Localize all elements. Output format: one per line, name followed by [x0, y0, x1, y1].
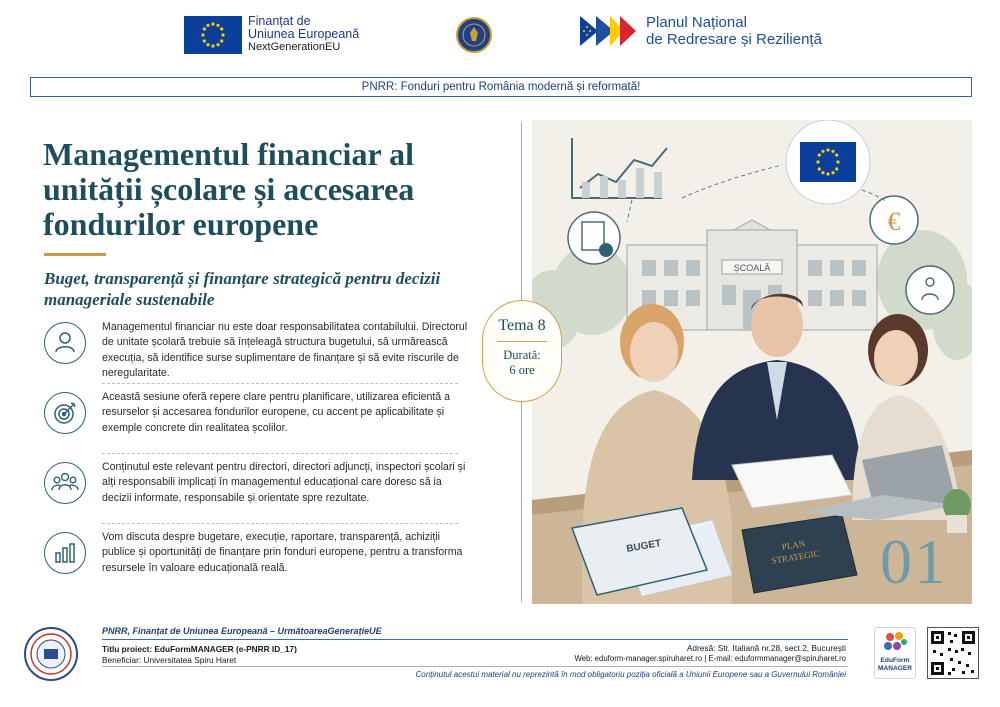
footer-divider	[102, 666, 848, 667]
slogan-banner: PNRR: Fonduri pentru România modernă și reformată!	[30, 77, 972, 97]
list-item	[44, 390, 472, 460]
duration-value: 6 ore	[509, 363, 535, 377]
qr-code-icon[interactable]	[927, 627, 979, 679]
list-item	[44, 530, 472, 600]
pnrr-logo-line1: Planul Național	[646, 14, 747, 31]
eu-logo-line3: NextGenerationEU	[248, 41, 341, 53]
footer-disclaimer: Conținutul acestui material nu reprezintă în mod obligatoriu poziția oficială a Uniunii Europene sau a Guvernului României	[415, 670, 846, 679]
content-list	[44, 320, 472, 600]
eduform-logo-line1: EduForm	[880, 657, 910, 664]
folder-label: BUGET	[625, 538, 662, 555]
footer-program: PNRR, Finanțat de Uniunea Europeană – UrmătoareaGenerațieUE	[102, 626, 382, 636]
eduform-logo-line2: MANAGER	[877, 665, 913, 672]
eu-logo-line2: Uniunea Europeană	[248, 27, 360, 41]
university-seal-icon	[24, 627, 78, 681]
pnrr-logo-line2: de Redresare și Reziliență	[646, 31, 822, 48]
svg-text:€: €	[887, 207, 901, 236]
group-icon	[44, 462, 86, 504]
list-item-text: Managementul financiar nu este doar responsabilitatea contabilului. Directorul de unitate școlară trebuie să înțeleagă structura bugetului, să urmărească execuția, să identifice surse suplimentare de finanțare și să evite riscurile de neregularitate.	[102, 321, 468, 379]
tema-label: Tema 8	[498, 317, 546, 334]
duration-label: Durată:	[503, 348, 541, 362]
footer-project-title: Titlu proiect: EduFormMANAGER (e-PNRR ID_17)	[102, 644, 297, 654]
footer-web-email: Web: eduform-manager.spiruharet.ro | E-mail: eduformmanager@spiruharet.ro	[574, 654, 846, 663]
book-label-line2: STRATEGIC	[770, 548, 821, 566]
eduform-logo-icon	[875, 628, 915, 656]
title-underline	[44, 253, 106, 256]
footer-address: Adresă: Str. Italiană nr.28, sect.2, București	[686, 643, 846, 653]
footer	[0, 618, 1000, 707]
divider	[102, 453, 458, 454]
government-seal-icon	[456, 17, 492, 53]
eduform-manager-logo	[874, 627, 916, 679]
eu-flag-icon	[184, 16, 242, 54]
list-item	[44, 460, 472, 530]
tema-divider	[497, 341, 547, 342]
divider	[102, 523, 458, 524]
list-item	[44, 320, 472, 390]
footer-beneficiary: Beneficiar: Universitatea Spiru Haret	[102, 655, 237, 665]
eu-logo-line1: Finanțat de	[248, 14, 311, 28]
school-sign: ȘCOALĂ	[733, 263, 771, 273]
list-item-text: Această sesiune oferă repere clare pentru planificare, utilizarea eficientă a resurselor și accesarea fondurilor europene, cu accent pe aplicabilitate și exemple concrete din realitatea școlilor.	[102, 391, 451, 434]
footer-divider	[102, 639, 848, 640]
pnrr-flag-icon	[580, 14, 638, 48]
header	[0, 0, 1000, 72]
list-item-text: Conținutul este relevant pentru directori, directori adjuncți, inspectori școlari și alți responsabili implicați în managementul educațional care doresc să ia decizii informate, responsabile și orientate spre rezultate.	[102, 461, 466, 504]
person-icon	[44, 322, 86, 364]
book-label-line1: PLAN	[781, 538, 806, 552]
slide-number: 01	[880, 526, 948, 597]
divider	[102, 383, 458, 384]
pnrr-logo	[580, 14, 822, 48]
page-title: Managementul financiar al unității școlare și accesarea fondurilor europene	[43, 136, 415, 242]
tema-badge	[482, 300, 562, 402]
bar-chart-icon	[44, 532, 86, 574]
target-icon	[44, 392, 86, 434]
eu-funding-logo	[184, 15, 359, 54]
page-subtitle: Buget, transparență și finanțare strategică pentru decizii manageriale sustenabile	[44, 269, 441, 309]
list-item-text: Vom discuta despre bugetare, execuție, raportare, transparență, achiziții publice și oportunități de finanțare prin fonduri europene, pentru a transforma resursele în valoare educațională reală.	[102, 531, 463, 574]
